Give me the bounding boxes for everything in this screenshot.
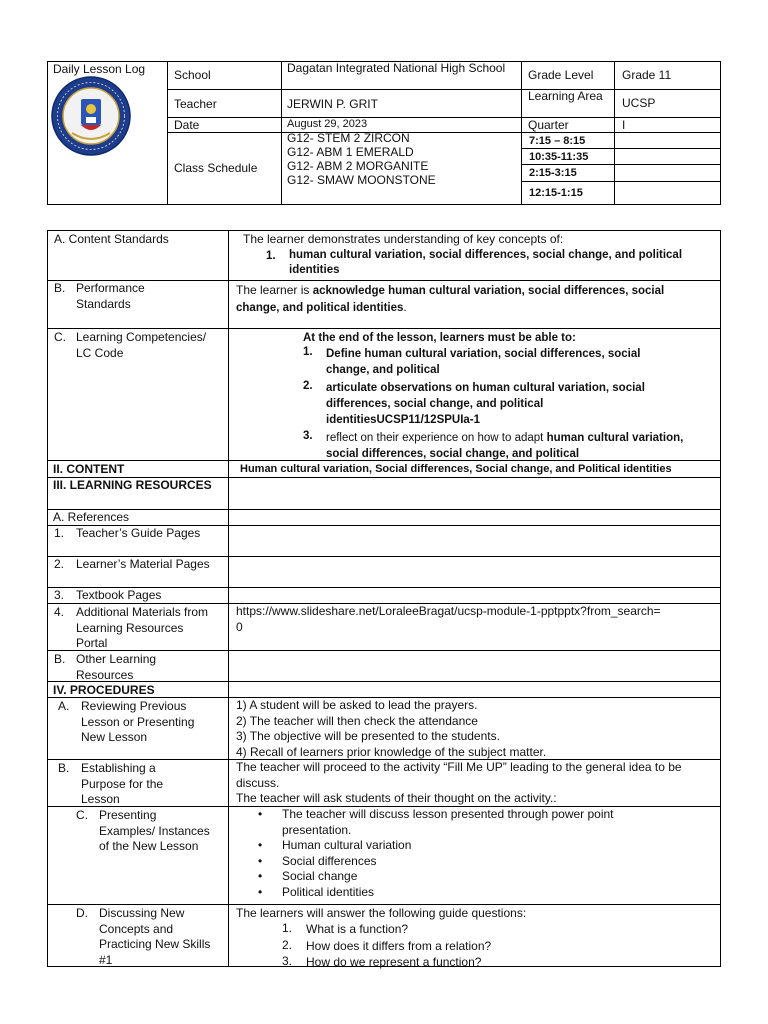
other-resources-letter: B. — [54, 652, 66, 666]
procedure-c-letter: C. — [76, 808, 88, 822]
competency-text-bold: human cultural variation, social differences, social change, and political — [326, 432, 684, 460]
competency-item — [303, 430, 703, 462]
additional-materials-link[interactable]: https://www.slideshare.net/LoraleeBragat/ucsp-module-1-pptpptx?from_search=0 — [236, 604, 661, 634]
question-item — [282, 954, 491, 971]
competencies-list — [303, 346, 703, 462]
competency-item — [303, 380, 703, 428]
bullet-item — [258, 869, 698, 885]
teachers-guide-label: Teacher’s Guide Pages — [76, 526, 201, 540]
question-num: 1. — [282, 921, 293, 935]
additional-label: Additional Materials from Learning Resources Portal — [76, 605, 209, 650]
textbook-label: Textbook Pages — [76, 588, 162, 602]
procedure-a-steps — [236, 698, 546, 760]
competency-text-plain: reflect on their experience on how to adapt — [326, 432, 547, 444]
procedure-d-intro: The learners will answer the following guide questions: — [236, 906, 527, 920]
deped-seal-icon — [50, 75, 132, 157]
content-standards-item-num: 1. — [266, 250, 276, 262]
content-label: II. CONTENT — [53, 462, 125, 476]
school-label: School — [174, 68, 211, 82]
bullet-icon: • — [258, 853, 263, 868]
schedule-time: 2:15-3:15 — [529, 167, 577, 179]
competency-item — [303, 346, 703, 378]
schedule-section: G12- ABM 2 MORGANITE — [287, 159, 429, 173]
learners-material-num: 2. — [54, 557, 65, 571]
schedule-time: 10:35-11:35 — [529, 151, 589, 163]
procedure-b-letter: B. — [58, 761, 70, 775]
question-num: 2. — [282, 937, 293, 952]
procedures-label: IV. PROCEDURES — [53, 683, 155, 697]
performance-standards-label: Performance Standards — [76, 281, 145, 311]
learning-area-value: UCSP — [622, 96, 656, 110]
schedule-sections — [287, 131, 436, 187]
content-value: Human cultural variation, Social differences, Social change, and Political identities — [240, 463, 672, 475]
procedure-c-label: Presenting Examples/ Instances of the New Lesson — [99, 808, 210, 853]
schedule-label: Class Schedule — [174, 161, 258, 175]
question-item — [282, 938, 491, 955]
bullet-text: Social differences — [282, 853, 377, 868]
quarter-label: Quarter — [528, 118, 569, 132]
procedure-step: 4) Recall of learners prior knowledge of the subject matter. — [236, 744, 547, 759]
bullet-text: Human cultural variation — [282, 838, 412, 852]
competencies-intro: At the end of the lesson, learners must be able to: — [303, 332, 576, 344]
competency-num: 3. — [303, 430, 313, 442]
references-label: A. References — [53, 510, 130, 524]
competencies-letter: C. — [54, 330, 66, 344]
textbook-num: 3. — [54, 588, 65, 602]
quarter-value: I — [622, 118, 626, 132]
bullet-icon: • — [258, 869, 263, 883]
procedure-step: 3) The objective will be presented to the students. — [236, 729, 500, 743]
performance-standards-text-bold: acknowledge human cultural variation, social differences, social change, and political identities — [236, 285, 665, 314]
bullet-item — [258, 807, 698, 838]
teachers-guide-num: 1. — [54, 526, 65, 540]
schedule-time: 7:15 – 8:15 — [529, 135, 586, 147]
procedure-d-letter: D. — [76, 906, 88, 920]
teacher-label: Teacher — [174, 97, 217, 111]
grade-level-label: Grade Level — [528, 68, 594, 82]
additional-num: 4. — [54, 605, 65, 619]
competency-num: 1. — [303, 346, 313, 358]
bullet-item — [258, 838, 698, 854]
content-standards-label: A. Content Standards — [54, 232, 169, 246]
bullet-text: The teacher will discuss lesson presented through power point presentation. — [282, 807, 614, 837]
learning-area-label: Learning Area — [528, 89, 603, 103]
learning-resources-label: III. LEARNING RESOURCES — [53, 478, 212, 492]
bullet-icon: • — [258, 838, 263, 852]
question-num: 3. — [282, 954, 293, 968]
competency-text — [326, 430, 696, 462]
competencies-label: Learning Competencies/ LC Code — [76, 330, 207, 360]
procedure-c-bullets — [258, 807, 698, 900]
teacher-value: JERWIN P. GRIT — [287, 97, 378, 111]
procedure-step: 2) The teacher will then check the attendance — [236, 713, 478, 728]
bullet-text: Political identities — [282, 884, 375, 899]
bullet-icon: • — [258, 807, 263, 821]
other-resources-label: Other Learning Resources — [76, 652, 157, 682]
content-standards-intro: The learner demonstrates understanding of key concepts of: — [243, 232, 564, 246]
question-text: How do we represent a function? — [306, 955, 482, 969]
performance-standards-letter: B. — [54, 281, 66, 295]
competency-text: articulate observations on human cultural variation, social differences, social change, and political identitiesUCSP11/12SPUIa-1 — [326, 382, 645, 426]
procedure-b-label: Establishing a Purpose for the Lesson — [81, 761, 164, 806]
log-title: Daily Lesson Log — [53, 62, 146, 76]
competency-text: Define human cultural variation, social differences, social change, and political — [326, 348, 641, 376]
bullet-item — [258, 885, 698, 901]
competency-num: 2. — [303, 380, 313, 392]
performance-standards-text — [236, 282, 706, 316]
procedure-a-label: Reviewing Previous Lesson or Presenting New Lesson — [81, 699, 195, 744]
bullet-text: Social change — [282, 869, 358, 883]
question-text: How does it differs from a relation? — [306, 938, 492, 953]
schedule-section: G12- STEM 2 ZIRCON — [287, 131, 410, 145]
performance-standards-text-end: . — [403, 300, 407, 314]
performance-standards-text-plain: The learner is — [236, 283, 313, 297]
bullet-item — [258, 854, 698, 870]
content-standards-item: human cultural variation, social differences, social change, and political identities — [289, 249, 683, 276]
procedure-d-label: Discussing New Concepts and Practicing New Skills #1 — [99, 906, 211, 967]
grade-level-value: Grade 11 — [622, 68, 672, 82]
schedule-time: 12:15-1:15 — [529, 187, 583, 199]
question-text: What is a function? — [306, 922, 409, 936]
learners-material-label: Learner’s Material Pages — [76, 557, 210, 571]
procedure-b-text-1: The teacher will proceed to the activity “Fill Me UP” leading to the general idea to be discuss. — [236, 760, 682, 790]
school-value: Dagatan Integrated National High School — [287, 61, 506, 75]
date-value: August 29, 2023 — [287, 118, 368, 130]
procedure-b-text-2: The teacher will ask students of their thought on the activity.: — [236, 791, 557, 805]
date-label: Date — [174, 118, 200, 132]
question-item — [282, 921, 491, 938]
bullet-icon: • — [258, 884, 263, 899]
schedule-section: G12- ABM 1 EMERALD — [287, 145, 414, 159]
procedure-a-letter: A. — [58, 699, 70, 713]
schedule-section: G12- SMAW MOONSTONE — [287, 173, 436, 187]
procedure-d-questions — [282, 921, 491, 971]
procedure-step: 1) A student will be asked to lead the prayers. — [236, 698, 478, 712]
